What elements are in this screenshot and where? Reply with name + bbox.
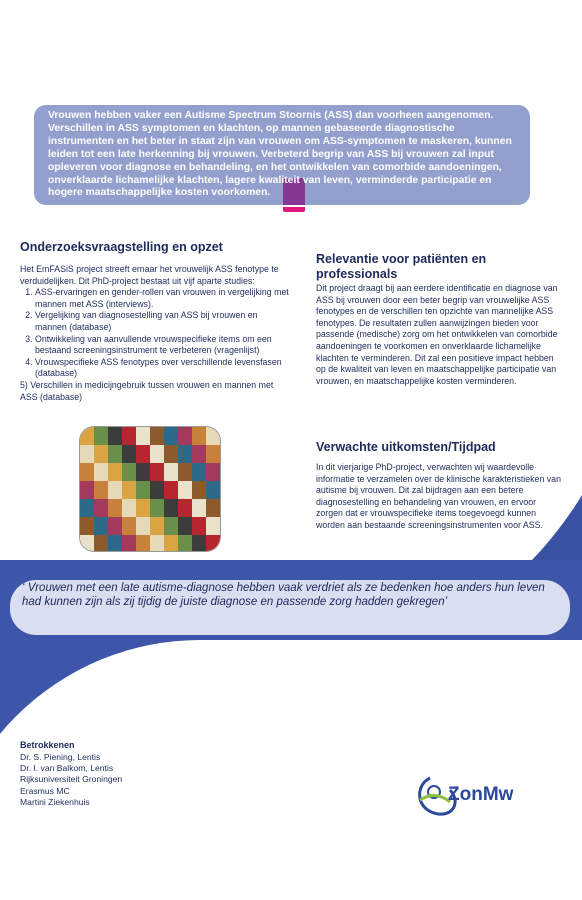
collage-cell xyxy=(108,445,122,465)
collage-cell xyxy=(178,517,192,537)
collage-cell xyxy=(206,499,220,519)
collage-cell xyxy=(122,445,136,465)
intro-box xyxy=(32,103,532,207)
collage-cell xyxy=(80,427,94,447)
collage-cell xyxy=(164,481,178,501)
collage-cell xyxy=(192,517,206,537)
collage-cell xyxy=(94,463,108,483)
collage-cell xyxy=(164,445,178,465)
betrokkene-2: Dr. I. van Balkom, Lentis xyxy=(20,763,114,774)
collage-cell xyxy=(178,499,192,519)
collage-cell xyxy=(192,427,206,447)
betrokkene-5: Martini Ziekenhuis xyxy=(20,796,90,807)
collage-cell xyxy=(108,535,122,551)
collage-cell xyxy=(192,481,206,501)
collage-cell xyxy=(136,517,150,537)
collage-cell xyxy=(94,481,108,501)
study-item-1: 1. ASS-ervaringen en gender-rollen van vrouwen in vergelijking met mannen met ASS (interviews). xyxy=(35,287,290,310)
collage-cell xyxy=(94,499,108,519)
collage-cell xyxy=(108,499,122,519)
collage-cell xyxy=(150,535,164,551)
collage-cell xyxy=(206,427,220,447)
collage-cell xyxy=(80,499,94,519)
collage-cell xyxy=(192,445,206,465)
collage-cell xyxy=(122,517,136,537)
collage-cell xyxy=(164,427,178,447)
collage-cell xyxy=(108,481,122,501)
study-item-2: 2. Vergelijking van diagnosestelling van ASS bij vrouwen en mannen (database) xyxy=(35,310,290,333)
section-title-relevantie: Relevantie voor patiënten en professionals xyxy=(316,252,487,281)
poster-title-line-1: Elucidating Female AutiSm Study (EmFASiS) xyxy=(79,15,503,37)
betrokkene-4: Erasmus MC xyxy=(20,785,70,796)
collage-cell xyxy=(108,427,122,447)
onderzoek-study-list xyxy=(20,287,290,380)
collage-cell xyxy=(80,535,94,551)
betrokkene-1: Dr. S. Piening, Lentis xyxy=(20,752,101,762)
collage-cell xyxy=(136,427,150,447)
collage-cell xyxy=(206,535,220,551)
collage-cell xyxy=(80,445,94,465)
collage-cell xyxy=(122,427,136,447)
quote-text: ‘ Vrouwen met een late autisme-diagnose hebben vaak verdriet als ze bedenken hoe anders hun leven had kunnen zijn als zij tijdig de juiste diagnose en passende zorg hadden gekregen’ xyxy=(22,582,545,608)
collage-cell xyxy=(136,535,150,551)
collage-cell xyxy=(108,463,122,483)
zonmw-logo-text: ZonMw xyxy=(448,784,514,805)
collage-cell xyxy=(206,463,220,483)
study-item-3: 3. Ontwikkeling van aanvullende vrouwspecifieke items om een bestaand screeningsinstrument te verbeteren (vragenlijst) xyxy=(35,334,290,357)
collage-cell xyxy=(178,445,192,465)
betrokkene-3: Rijksuniversiteit Groningen xyxy=(20,774,123,785)
relevantie-body: Dit project draagt bij aan eerdere identificatie en diagnose van ASS bij vrouwen door een beter begrip van vrouwelijke ASS fenotypes en de verschillen ten opzichte van mannelijke ASS fenotypes. De resultaten zullen aanwijzingen bieden voor passende (medische) zorg om het ontwikkelen van comorbide aandoeningen te voorkomen en onverklaarde lichamelijke klachten te verminderen. Dit zal een positieve impact hebben op de kwaliteit van leven en maatschappelijke participatie van vrouwen, en maatschappelijke kosten verminderen. xyxy=(316,283,558,386)
section-title-verwachte: Verwachte uitkomsten/Tijdpad xyxy=(316,440,496,454)
collage-cell xyxy=(80,463,94,483)
collage-cell xyxy=(122,499,136,519)
collage-cell xyxy=(164,535,178,551)
collage-cell xyxy=(94,535,108,551)
collage-cell xyxy=(136,463,150,483)
collage-cell xyxy=(206,517,220,537)
section-title-onderzoek: Onderzoeksvraagstelling en opzet xyxy=(20,240,223,254)
collage-cell xyxy=(178,427,192,447)
collage-cell xyxy=(80,481,94,501)
collage-cell xyxy=(150,427,164,447)
betrokkenen-list xyxy=(20,752,122,808)
collage-cell xyxy=(164,499,178,519)
collage-cell xyxy=(192,463,206,483)
collage-cell xyxy=(164,463,178,483)
collage-cell xyxy=(136,445,150,465)
collage-cell xyxy=(150,463,164,483)
collage-cell xyxy=(122,463,136,483)
collage-cell xyxy=(206,481,220,501)
collage-cell xyxy=(122,535,136,551)
collage-cell xyxy=(164,517,178,537)
collage-cell xyxy=(136,481,150,501)
betrokkenen-title: Betrokkenen xyxy=(20,740,75,750)
collage-cell xyxy=(80,517,94,537)
collage-cell xyxy=(206,445,220,465)
poster-header xyxy=(0,14,582,62)
verwachte-body: In dit vierjarige PhD-project, verwachten wij waardevolle informatie te verzamelen over de klinische karakteristieken van autisme bij vrouwen. Dit zal bijdragen aan een betere diagnosestelling en behandeling van vrouwen, en ervoor zorgen dat er vrouwspecifieke items toegevoegd kunnen worden aan bestaande screeningsinstrumenten voor ASS. xyxy=(316,462,561,530)
collage-cell xyxy=(150,481,164,501)
collage-cell xyxy=(94,427,108,447)
women-portraits-collage-icon xyxy=(80,427,220,551)
collage-cell xyxy=(178,535,192,551)
collage-cell xyxy=(178,481,192,501)
onderzoek-intro: Het EmFASiS project streeft ernaar het vrouwelijk ASS fenotype te verduidelijken. Dit PhD-project bestaat uit vijf aparte studies: xyxy=(20,264,279,286)
poster-title-line-2: Improving diagnosis and early intervention xyxy=(87,39,495,61)
collage-cell xyxy=(136,499,150,519)
collage-cell xyxy=(108,517,122,537)
collage-cell xyxy=(192,535,206,551)
collage-cell xyxy=(192,499,206,519)
collage-cell xyxy=(94,517,108,537)
collage-cell xyxy=(150,445,164,465)
collage-cell xyxy=(178,463,192,483)
study-item-4: 4. Vrouwspecifieke ASS fenotypes over verschillende levensfasen (database) xyxy=(35,357,290,380)
study-item-5: 5) Verschillen in medicijngebruik tussen vrouwen en mannen met ASS (database) xyxy=(20,379,274,402)
intro-text: Vrouwen hebben vaker een Autisme Spectrum Stoornis (ASS) dan voorheen aangenomen. Verschillen in ASS symptomen en klachten, op mannen gebaseerde diagnostische instrumenten en het beter in staat zijn van vrouwen om ASS-symptomen te maskeren, kunnen leiden tot een late herkenning bij vrouwen. Verbeterd begrip van ASS bij vrouwen zal input opleveren voor diagnose en behandeling, en het ontwikkelen van comorbide aandoeningen, onverklaarde lichamelijke klachten, lagere kwaliteit van leven, verminderde participatie en hogere maatschappelijke kosten voorkomen. xyxy=(48,110,512,199)
collage-cell xyxy=(150,517,164,537)
collage-cell xyxy=(122,481,136,501)
onderzoek-body xyxy=(20,264,290,403)
collage-cell xyxy=(94,445,108,465)
collage-cell xyxy=(150,499,164,519)
